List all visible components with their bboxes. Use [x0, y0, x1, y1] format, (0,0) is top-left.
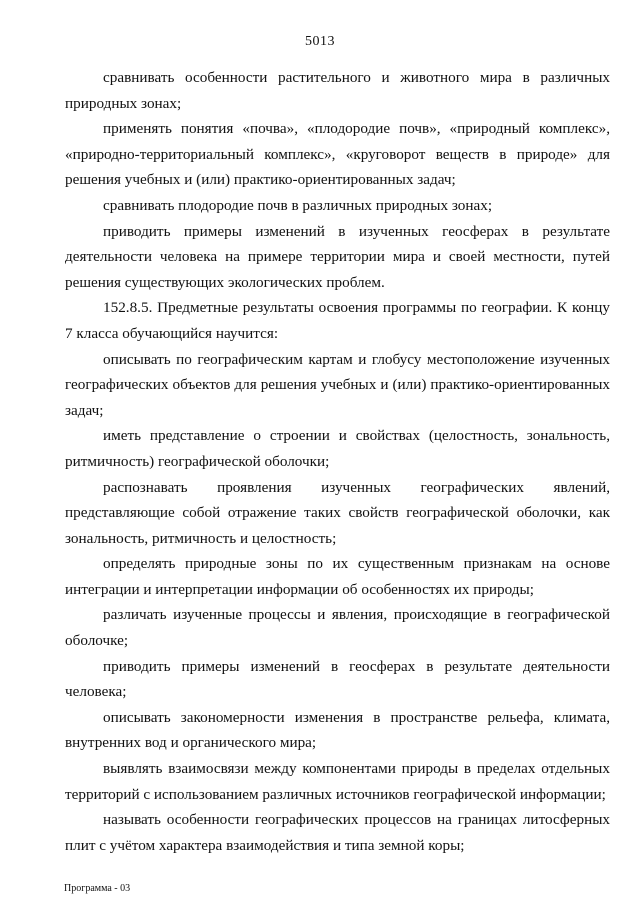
document-body	[65, 65, 610, 858]
paragraph: описывать по географическим картам и глобусу местоположение изученных географических объектов для решения учебных и (или) практико-ориентированных задач;	[65, 350, 610, 419]
paragraph: приводить примеры изменений в геосферах в результате деятельности человека;	[65, 657, 610, 701]
paragraph: сравнивать плодородие почв в различных природных зонах;	[103, 196, 493, 214]
paragraph: распознавать проявления изученных географических явлений, представляющие собой отражение таких свойств географической оболочки, как зональность, ритмичность и целостность;	[65, 478, 610, 547]
footer-label: Программа - 03	[64, 883, 131, 894]
paragraph: описывать закономерности изменения в пространстве рельефа, климата, внутренних вод и органического мира;	[65, 708, 610, 752]
paragraph: называть особенности географических процессов на границах литосферных плит с учётом характера взаимодействия и типа земной коры;	[65, 811, 610, 854]
paragraph: 152.8.5. Предметные результаты освоения программы по географии. К концу 7 класса обучающийся научится:	[65, 299, 610, 342]
paragraph: выявлять взаимосвязи между компонентами природы в пределах отдельных территорий с использованием различных источников географической информации;	[65, 760, 610, 803]
paragraph: применять понятия «почва», «плодородие почв», «природный комплекс», «природно-территориальный комплекс», «круговорот веществ в природе» для решения учебных и (или) практико-ориентированных задач;	[65, 120, 610, 189]
paragraph: сравнивать особенности растительного и животного мира в различных природных зонах;	[65, 69, 610, 112]
paragraph: иметь представление о строении и свойствах (целостность, зональность, ритмичность) географической оболочки;	[65, 427, 610, 470]
paragraph: приводить примеры изменений в изученных геосферах в результате деятельности человека на примере территории мира и своей местности, путей решения существующих экологических проблем.	[65, 222, 610, 291]
page-number: 5013	[305, 34, 335, 49]
paragraph: различать изученные процессы и явления, происходящие в географической оболочке;	[65, 606, 610, 650]
paragraph: определять природные зоны по их существенным признакам на основе интеграции и интерпретации информации об особенностях их природы;	[65, 555, 610, 598]
